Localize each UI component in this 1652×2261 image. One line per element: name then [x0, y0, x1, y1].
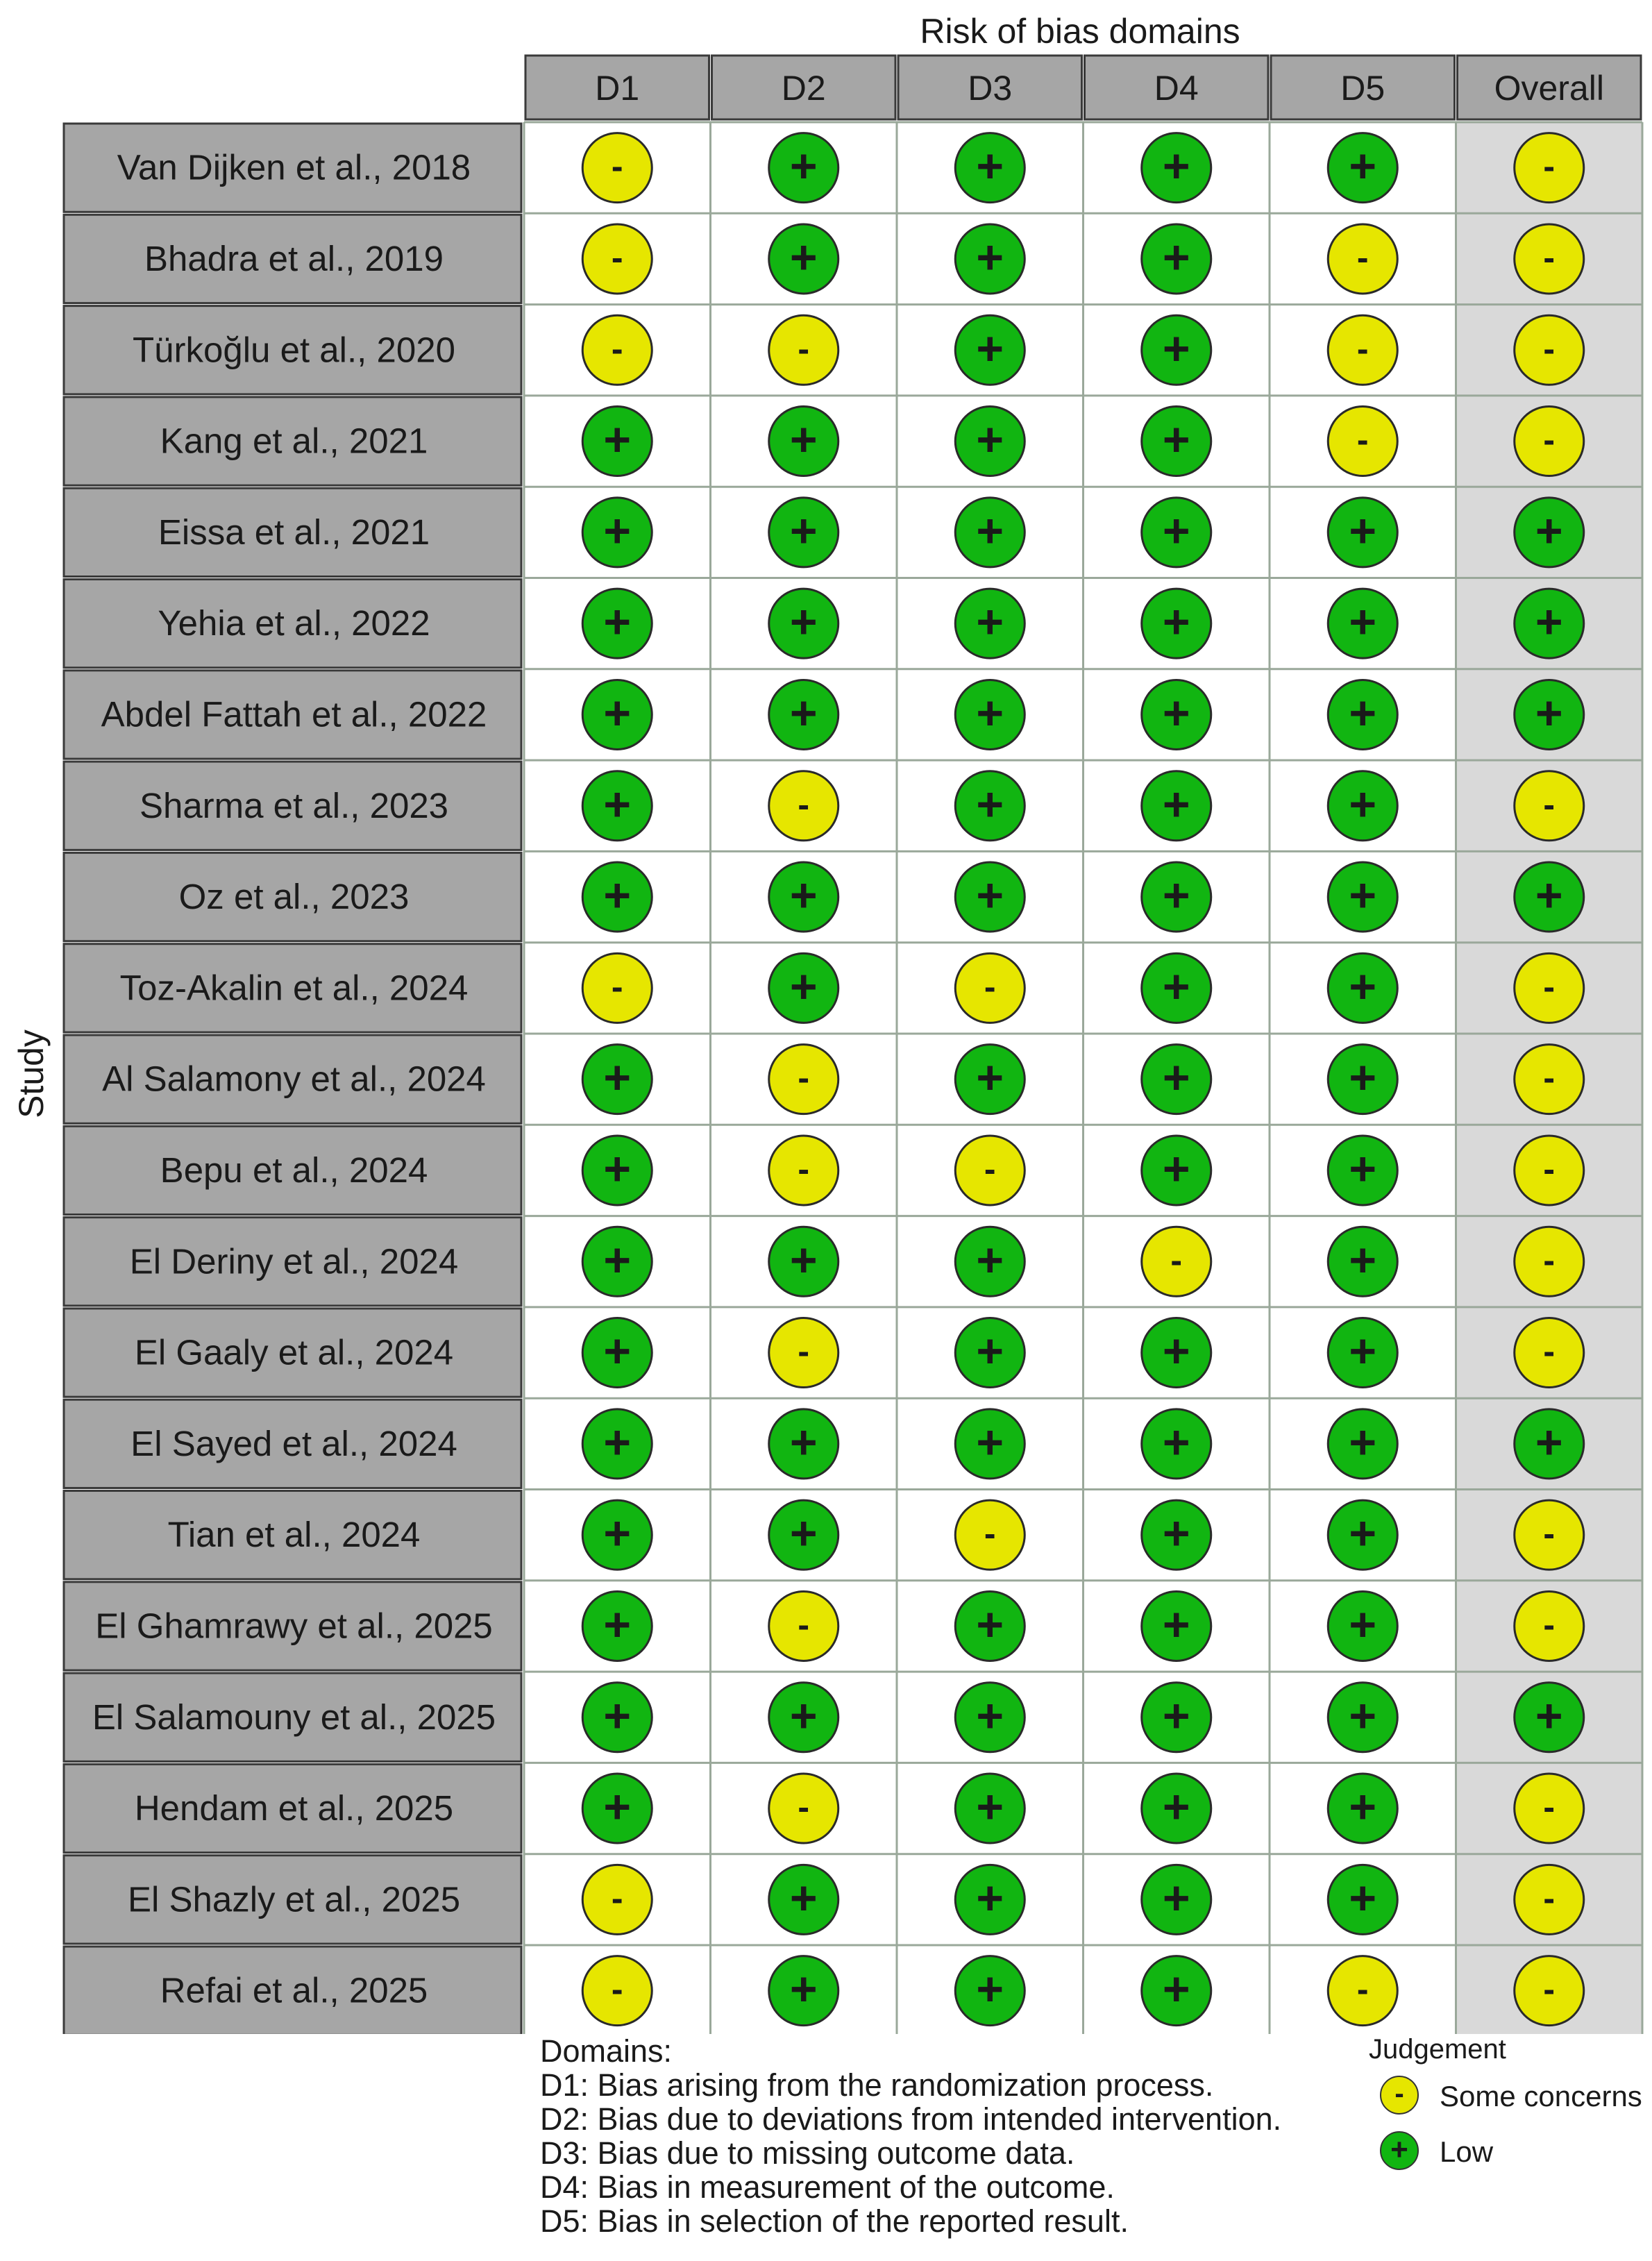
judgement-symbol: +: [603, 1507, 632, 1561]
judgement-symbol: +: [603, 1325, 632, 1378]
judgement-symbol: +: [1162, 1962, 1190, 2016]
judgement-symbol: +: [1162, 140, 1190, 193]
judgement-symbol: +: [1349, 1325, 1377, 1378]
judgement-symbol: +: [603, 1234, 632, 1287]
judgement-symbol: -: [984, 967, 996, 1007]
judgement-symbol: -: [984, 1514, 996, 1554]
judgement-symbol: +: [1535, 687, 1563, 740]
judgement-symbol: +: [976, 1325, 1004, 1378]
study-label: Hendam et al., 2025: [134, 1788, 454, 1829]
judgement-symbol: +: [1162, 960, 1190, 1014]
judgement-symbol: +: [789, 504, 818, 557]
judgement-symbol: +: [603, 687, 632, 740]
study-label: El Sayed et al., 2024: [130, 1423, 457, 1463]
judgement-symbol: +: [1349, 1872, 1377, 1925]
judgement-symbol: +: [976, 413, 1004, 467]
judgement-symbol: +: [1535, 1689, 1563, 1742]
judgement-symbol: +: [976, 1781, 1004, 1834]
judgement-symbol: +: [1349, 504, 1377, 557]
domains-legend: [540, 2034, 1281, 2238]
study-label: Türkoğlu et al., 2020: [133, 330, 455, 370]
judgement-symbol: +: [1535, 596, 1563, 649]
judgement-symbol: -: [1543, 1878, 1556, 1918]
legend-label-low: Low: [1440, 2135, 1494, 2168]
judgement-symbol: -: [1543, 1149, 1556, 1188]
judgement-symbol: +: [1349, 1234, 1377, 1287]
judgement-symbol: +: [1162, 230, 1190, 284]
judgement-symbol: +: [1162, 1872, 1190, 1925]
judgement-symbol: +: [789, 1507, 818, 1561]
judgement-symbol: -: [1543, 1058, 1556, 1098]
judgement-symbol: -: [1543, 146, 1556, 186]
judgement-symbol: -: [1543, 237, 1556, 277]
judgement-symbol: +: [603, 1598, 632, 1651]
study-label: Abdel Fattah et al., 2022: [101, 694, 487, 734]
study-label: El Ghamrawy et al., 2025: [95, 1606, 493, 1646]
judgement-symbol: +: [1349, 140, 1377, 193]
judgement-symbol: +: [1162, 778, 1190, 831]
judgement-symbol: -: [1543, 420, 1556, 460]
judgement-symbol: +: [1162, 1051, 1190, 1104]
domain-d2-description: D2: Bias due to deviations from intended intervention.: [540, 2101, 1282, 2137]
column-header-d4: D4: [1154, 69, 1199, 108]
judgement-symbol: +: [1162, 687, 1190, 740]
judgement-symbol: +: [789, 869, 818, 923]
judgement-symbol: -: [798, 1605, 810, 1645]
column-header-d3: D3: [968, 69, 1013, 108]
judgement-symbol: -: [611, 146, 623, 186]
judgement-symbol: +: [789, 1234, 818, 1287]
judgement-symbol: -: [611, 329, 623, 369]
judgement-symbol: +: [1349, 1781, 1377, 1834]
low-symbol: +: [1380, 2131, 1419, 2170]
judgement-symbol: -: [1543, 1969, 1556, 2009]
column-header-d5: D5: [1340, 69, 1385, 108]
judgement-symbol: +: [603, 778, 632, 831]
judgement-symbol: +: [1349, 1051, 1377, 1104]
judgement-symbol: +: [603, 1051, 632, 1104]
judgement-symbol: +: [1162, 1781, 1190, 1834]
judgement-symbol: +: [603, 869, 632, 923]
judgement-symbol: +: [1349, 869, 1377, 923]
legend-label-some-concerns: Some concerns: [1440, 2080, 1642, 2112]
judgement-symbol: +: [976, 504, 1004, 557]
study-label: Oz et al., 2023: [178, 877, 410, 917]
study-label: Refai et al., 2025: [160, 1970, 428, 2010]
judgement-symbol: +: [1535, 504, 1563, 557]
judgement-symbol: -: [798, 784, 810, 824]
judgement-symbol: +: [603, 596, 632, 649]
judgement-symbol: -: [611, 237, 623, 277]
judgement-symbol: +: [976, 1234, 1004, 1287]
judgement-symbol: +: [603, 1415, 632, 1469]
judgement-symbol: +: [1162, 1507, 1190, 1561]
study-label: Toz-Akalin et al., 2024: [119, 968, 469, 1008]
judgement-symbol: +: [976, 596, 1004, 649]
study-label: Sharma et al., 2023: [139, 785, 449, 825]
judgement-symbol: +: [976, 230, 1004, 284]
judgement-symbol: +: [1349, 1415, 1377, 1469]
column-header-d2: D2: [781, 69, 826, 108]
judgement-symbol: +: [1162, 322, 1190, 376]
judgement-symbol: +: [976, 1962, 1004, 2016]
judgement-legend-title: Judgement: [1369, 2034, 1506, 2065]
study-label: El Deriny et al., 2024: [129, 1241, 459, 1281]
study-label: Kang et al., 2021: [160, 421, 428, 461]
judgement-symbol: +: [1162, 413, 1190, 467]
judgement-symbol: +: [976, 1872, 1004, 1925]
judgement-symbol: +: [976, 778, 1004, 831]
judgement-symbol: -: [1543, 1514, 1556, 1554]
domain-d3-description: D3: Bias due to missing outcome data.: [540, 2135, 1075, 2171]
judgement-symbol: +: [1349, 1689, 1377, 1742]
judgement-symbol: +: [1349, 1598, 1377, 1651]
domains-legend-title: Domains:: [540, 2033, 673, 2069]
judgement-symbol: -: [798, 329, 810, 369]
judgement-symbol: -: [984, 1149, 996, 1188]
grid-layer: [64, 56, 1642, 2034]
judgement-symbol: -: [1543, 967, 1556, 1007]
judgement-symbol: +: [603, 413, 632, 467]
judgement-symbol: +: [1349, 960, 1377, 1014]
domain-d1-description: D1: Bias arising from the randomization process.: [540, 2067, 1214, 2103]
judgement-symbol: +: [976, 1051, 1004, 1104]
judgement-symbol: +: [789, 1689, 818, 1742]
judgement-symbol: +: [603, 504, 632, 557]
judgement-symbol: -: [798, 1149, 810, 1188]
judgement-symbol: +: [976, 322, 1004, 376]
some-concerns-symbol: -: [1380, 2076, 1419, 2115]
study-label: Yehia et al., 2022: [158, 603, 430, 644]
judgement-symbol: +: [1349, 778, 1377, 831]
domain-d5-description: D5: Bias in selection of the reported result.: [540, 2203, 1129, 2239]
judgement-symbol: +: [1162, 1415, 1190, 1469]
judgement-symbol: +: [789, 1962, 818, 2016]
judgement-symbol: -: [1356, 329, 1369, 369]
judgement-symbol: -: [798, 1331, 810, 1371]
study-label: Eissa et al., 2021: [158, 512, 430, 552]
column-header-d1: D1: [595, 69, 640, 108]
judgement-symbol: -: [1543, 1788, 1556, 1827]
judgement-symbol: +: [1162, 1598, 1190, 1651]
judgement-symbol: -: [1543, 1331, 1556, 1371]
judgement-symbol: -: [1170, 1241, 1183, 1280]
judgement-symbol: -: [1543, 1605, 1556, 1645]
judgement-symbol: +: [976, 1598, 1004, 1651]
study-label: El Shazly et al., 2025: [127, 1879, 461, 1919]
judgement-symbol: -: [611, 967, 623, 1007]
judgement-symbol: +: [1349, 1507, 1377, 1561]
judgement-symbol: +: [789, 140, 818, 193]
study-label: Tian et al., 2024: [167, 1515, 421, 1555]
judgement-symbol: +: [603, 1781, 632, 1834]
judgement-symbol: +: [789, 1415, 818, 1469]
study-label: Van Dijken et al., 2018: [117, 147, 471, 187]
judgement-symbol: -: [611, 1969, 623, 2009]
judgement-symbol: +: [789, 596, 818, 649]
judgement-symbol: +: [789, 230, 818, 284]
judgement-symbol: +: [789, 687, 818, 740]
judgement-symbol: -: [1543, 1241, 1556, 1280]
judgement-symbol: -: [611, 1878, 623, 1918]
study-label: El Gaaly et al., 2024: [134, 1332, 454, 1372]
judgement-symbol: +: [976, 687, 1004, 740]
judgement-symbol: +: [1162, 504, 1190, 557]
study-label: Bhadra et al., 2019: [144, 238, 444, 278]
study-label: El Salamouny et al., 2025: [92, 1697, 496, 1737]
judgement-symbol: +: [1349, 596, 1377, 649]
study-label: Bepu et al., 2024: [160, 1150, 428, 1190]
chart-title: Risk of bias domains: [920, 12, 1240, 51]
study-label: Al Salamony et al., 2024: [102, 1059, 486, 1099]
judgement-symbol: +: [976, 869, 1004, 923]
judgement-symbol: +: [1535, 869, 1563, 923]
judgement-symbol: -: [1543, 329, 1556, 369]
judgement-symbol: +: [1162, 869, 1190, 923]
judgement-symbol: +: [1162, 596, 1190, 649]
judgement-symbol: +: [603, 1689, 632, 1742]
judgement-symbol: +: [1349, 687, 1377, 740]
judgement-symbol: -: [1356, 237, 1369, 277]
judgement-symbol: +: [603, 1142, 632, 1195]
judgement-symbol: +: [1162, 1325, 1190, 1378]
judgement-symbol: +: [1535, 1415, 1563, 1469]
judgement-symbol: +: [1162, 1142, 1190, 1195]
judgement-symbol: -: [1356, 420, 1369, 460]
judgement-symbol: -: [1543, 784, 1556, 824]
judgement-symbol: -: [1356, 1969, 1369, 2009]
judgement-symbol: +: [789, 1872, 818, 1925]
judgement-symbol: -: [798, 1788, 810, 1827]
column-header-overall: Overall: [1494, 69, 1604, 108]
judgement-symbol: +: [976, 1689, 1004, 1742]
judgement-symbol: +: [789, 413, 818, 467]
judgement-symbol: +: [1349, 1142, 1377, 1195]
judgement-symbol: +: [789, 960, 818, 1014]
judgement-symbol: -: [798, 1058, 810, 1098]
y-axis-label: Study: [12, 1029, 51, 1118]
judgement-symbol: +: [1162, 1689, 1190, 1742]
judgement-symbol: +: [976, 1415, 1004, 1469]
judgement-symbol: +: [976, 140, 1004, 193]
domain-d4-description: D4: Bias in measurement of the outcome.: [540, 2169, 1115, 2205]
